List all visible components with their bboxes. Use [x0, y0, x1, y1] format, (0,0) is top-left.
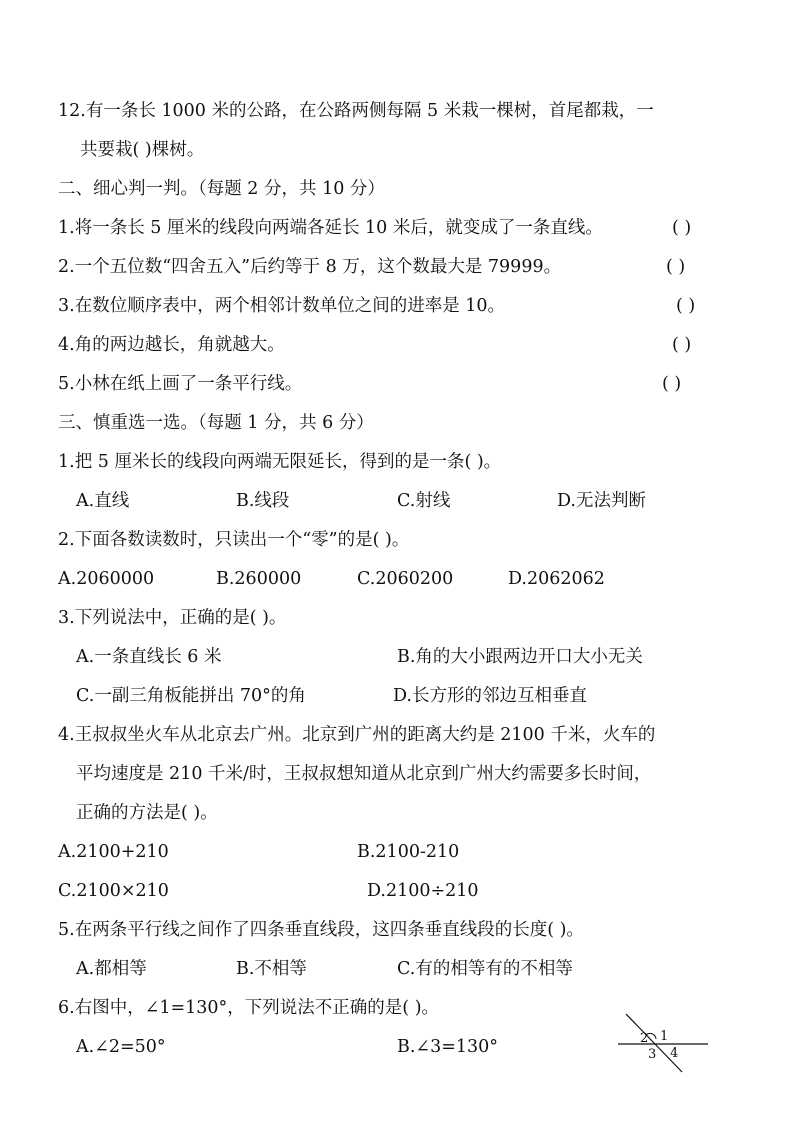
- choice-q2-stem: 2.下面各数读数时，只读出一个“零”的是( )。: [58, 530, 410, 550]
- judge-item-1: 1.将一条长 5 厘米的线段向两端各延长 10 米后，就变成了一条直线。: [58, 218, 603, 238]
- angle-label-1: 1: [660, 1029, 669, 1044]
- choice-q2-option-c[interactable]: C.2060200: [357, 569, 454, 589]
- choice-q5-option-a[interactable]: A.都相等: [76, 959, 147, 979]
- judge-item-3: 3.在数位顺序表中，两个相邻计数单位之间的进率是 10。: [58, 296, 506, 316]
- choice-q4-line2: 平均速度是 210 千米/时，王叔叔想知道从北京到广州大约需要多长时间，: [76, 764, 652, 784]
- choice-q3-option-b[interactable]: B.角的大小跟两边开口大小无关: [397, 647, 643, 667]
- choice-q6-option-a[interactable]: A.∠2=50°: [76, 1037, 166, 1057]
- judge-paren-5[interactable]: ( ): [662, 374, 682, 394]
- choice-q3-option-a[interactable]: A.一条直线长 6 米: [76, 647, 222, 667]
- choice-q6-option-b[interactable]: B.∠3=130°: [397, 1037, 499, 1057]
- judge-item-5: 5.小林在纸上画了一条平行线。: [58, 374, 303, 394]
- choice-q4-option-c[interactable]: C.2100×210: [58, 881, 169, 901]
- choice-q3-option-c[interactable]: C.一副三角板能拼出 70°的角: [76, 686, 306, 706]
- choice-q1-stem: 1.把 5 厘米长的线段向两端无限延长，得到的是一条( )。: [58, 452, 502, 472]
- choice-q1-option-c[interactable]: C.射线: [397, 491, 451, 511]
- angle-label-4: 4: [670, 1046, 679, 1061]
- choice-q3-option-d[interactable]: D.长方形的邻边互相垂直: [393, 686, 587, 706]
- choice-q5-stem: 5.在两条平行线之间作了四条垂直线段，这四条垂直线段的长度( )。: [58, 920, 584, 940]
- choice-q4-line1: 4.王叔叔坐火车从北京去广州。北京到广州的距离大约是 2100 千米，火车的: [58, 725, 656, 745]
- judge-item-4: 4.角的两边越长，角就越大。: [58, 335, 285, 355]
- judge-paren-3[interactable]: ( ): [676, 296, 696, 316]
- choice-q2-option-b[interactable]: B.260000: [216, 569, 302, 589]
- choice-q4-option-b[interactable]: B.2100-210: [357, 842, 460, 862]
- choice-q5-option-c[interactable]: C.有的相等有的不相等: [397, 959, 573, 979]
- angle-figure: [612, 1010, 712, 1074]
- choice-q1-option-b[interactable]: B.线段: [236, 491, 290, 511]
- choice-q1-option-a[interactable]: A.直线: [76, 491, 130, 511]
- q12-line1: 12.有一条长 1000 米的公路，在公路两侧每隔 5 米栽一棵树，首尾都栽，一: [58, 101, 654, 121]
- choice-q3-stem: 3.下列说法中，正确的是( )。: [58, 608, 287, 628]
- choice-q4-option-a[interactable]: A.2100+210: [58, 842, 169, 862]
- choice-q6-stem: 6.右图中，∠1=130°，下列说法不正确的是( )。: [58, 998, 440, 1018]
- choice-q5-option-b[interactable]: B.不相等: [236, 959, 307, 979]
- choice-q2-option-a[interactable]: A.2060000: [58, 569, 155, 589]
- section3-heading: 三、慎重选一选。（每题 1 分，共 6 分）: [58, 413, 374, 433]
- choice-q1-option-d[interactable]: D.无法判断: [557, 491, 646, 511]
- judge-paren-2[interactable]: ( ): [666, 257, 686, 277]
- judge-item-2: 2.一个五位数“四舍五入”后约等于 8 万，这个数最大是 79999。: [58, 257, 562, 277]
- choice-q2-option-d[interactable]: D.2062062: [508, 569, 605, 589]
- judge-paren-1[interactable]: ( ): [672, 218, 692, 238]
- section2-heading: 二、细心判一判。（每题 2 分，共 10 分）: [58, 179, 385, 199]
- angle-label-3: 3: [648, 1047, 657, 1062]
- q12-line2: 共要栽( )棵树。: [80, 140, 205, 160]
- transversal-line: [626, 1014, 682, 1072]
- choice-q4-option-d[interactable]: D.2100÷210: [367, 881, 479, 901]
- choice-q4-line3: 正确的方法是( )。: [76, 803, 218, 823]
- judge-paren-4[interactable]: ( ): [672, 335, 692, 355]
- angle-label-2: 2: [640, 1031, 649, 1046]
